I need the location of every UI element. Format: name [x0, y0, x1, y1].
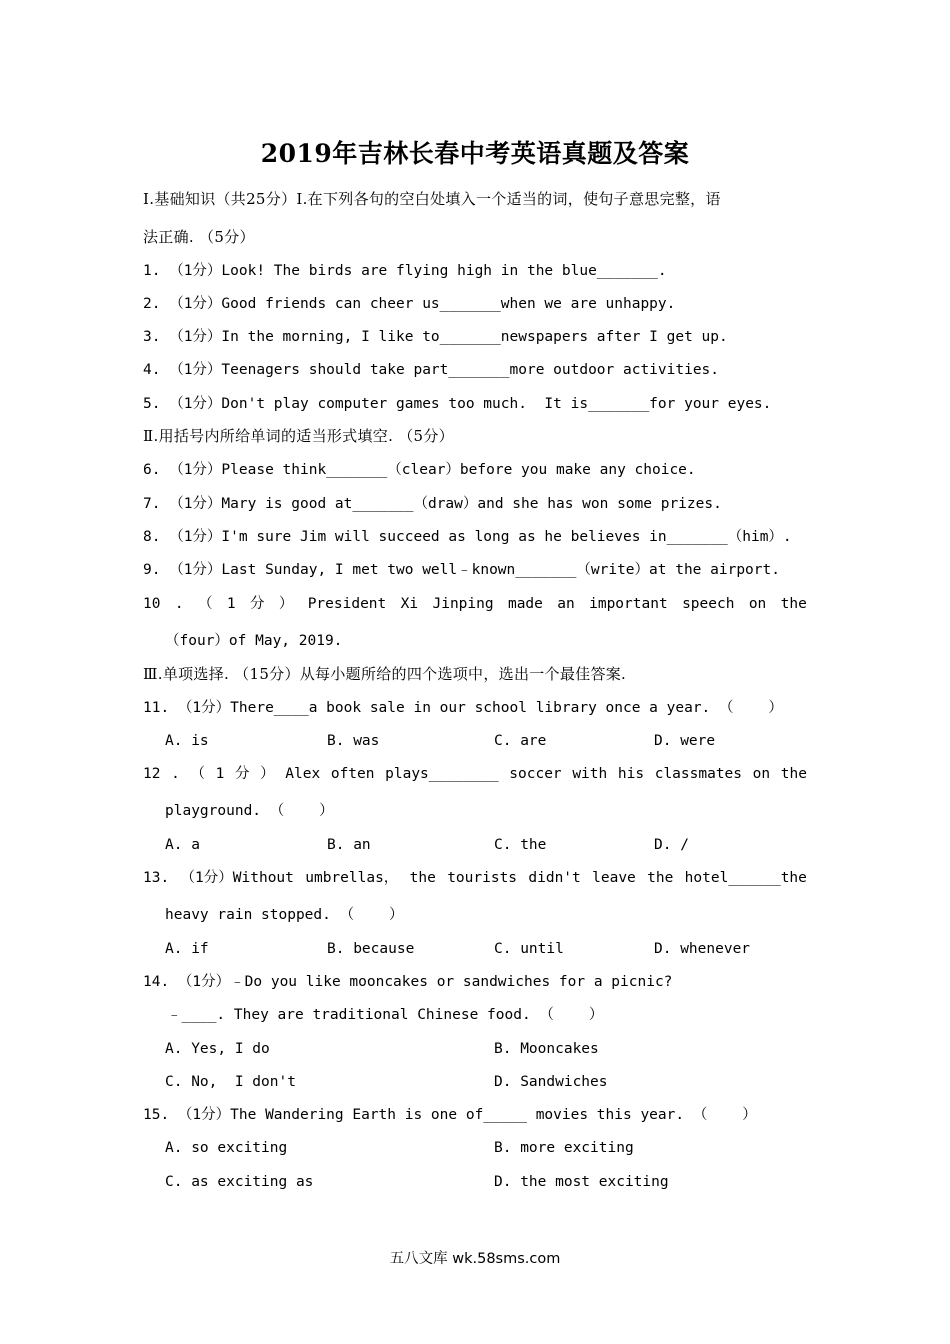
- q12-option-c: C. the: [494, 837, 547, 853]
- question-5: 5. （1分）Don't play computer games too much. It is_______for your eyes.: [143, 396, 772, 412]
- word: （: [197, 596, 213, 612]
- question-15: 15. （1分）The Wandering Earth is one of_____ movies this year. （ ）: [143, 1107, 757, 1123]
- page-title: 2019年吉林长春中考英语真题及答案: [260, 139, 690, 168]
- word: 分: [235, 766, 250, 782]
- word: with: [572, 766, 608, 782]
- section-1-heading-line-1: I.基础知识（共25分）Ⅰ.在下列各句的空白处填入一个适当的词，使句子意思完整，语: [143, 190, 721, 208]
- word: classmates: [654, 766, 743, 782]
- q12-option-a: A. a: [165, 837, 200, 853]
- word: on: [752, 766, 771, 782]
- question-14: 14. （1分）﹣Do you like mooncakes or sandwiches for a picnic?: [143, 974, 673, 990]
- word: Xi: [400, 596, 419, 612]
- word: often: [330, 766, 375, 782]
- question-4: 4. （1分）Teenagers should take part_______more outdoor activities.: [143, 362, 720, 378]
- word: speech: [682, 596, 735, 612]
- q11-option-c: C. are: [494, 733, 547, 749]
- word: the: [409, 870, 436, 886]
- word: didn't: [528, 870, 581, 886]
- word: （: [190, 766, 205, 782]
- section-3-heading: Ⅲ.单项选择. （15分）从每小题所给的四个选项中，选出一个最佳答案.: [143, 665, 627, 683]
- question-7: 7. （1分）Mary is good at_______（draw）and she has won some prizes.: [143, 496, 722, 512]
- q15-option-b: B. more exciting: [494, 1140, 634, 1156]
- q15-option-d: D. the most exciting: [494, 1174, 669, 1190]
- section-2-heading: Ⅱ.用括号内所给单词的适当形式填空. （5分）: [143, 427, 454, 445]
- word: 1: [215, 766, 225, 782]
- word: .: [171, 766, 180, 782]
- word: President: [307, 596, 387, 612]
- word: 1: [226, 596, 236, 612]
- q13-option-b: B. because: [327, 941, 415, 957]
- word: plays________: [385, 766, 499, 782]
- word: made: [507, 596, 543, 612]
- word: the: [780, 596, 807, 612]
- question-11: 11. （1分）There____a book sale in our school library once a year. （ ）: [143, 700, 783, 716]
- word: Jinping: [432, 596, 494, 612]
- q13-option-c: C. until: [494, 941, 564, 957]
- word: Alex: [285, 766, 321, 782]
- q13-option-d: D. whenever: [654, 941, 751, 957]
- word: ）: [260, 766, 275, 782]
- question-12-line-2: playground. （ ）: [165, 803, 334, 819]
- q11-option-d: D. were: [654, 733, 716, 749]
- q14-option-b: B. Mooncakes: [494, 1041, 599, 1057]
- word: 分: [249, 596, 265, 612]
- page-footer: 五八文库 wk.58sms.com: [389, 1251, 561, 1267]
- question-9: 9. （1分）Last Sunday, I met two well﹣known_______（write）at the airport.: [143, 562, 780, 578]
- section-1-heading-line-2: 法正确. （5分）: [143, 228, 255, 246]
- word: his: [617, 766, 645, 782]
- q11-option-a: A. is: [165, 733, 209, 749]
- question-10-line-2: （four）of May, 2019.: [165, 633, 343, 649]
- word: the: [780, 766, 807, 782]
- question-12-line-1: [143, 765, 807, 783]
- word: .: [174, 596, 184, 612]
- question-10-line-1: [143, 595, 807, 613]
- word: leave: [592, 870, 636, 886]
- word: 12: [143, 766, 161, 782]
- question-2: 2. （1分）Good friends can cheer us_______when we are unhappy.: [143, 296, 676, 312]
- q11-option-b: B. was: [327, 733, 380, 749]
- q12-option-d: D. /: [654, 837, 689, 853]
- word: important: [589, 596, 668, 612]
- q12-option-b: B. an: [327, 837, 371, 853]
- word: tourists: [447, 870, 518, 886]
- word: ）: [278, 596, 294, 612]
- question-13-line-2: heavy rain stopped. （ ）: [165, 907, 404, 923]
- word: the: [647, 870, 674, 886]
- question-8: 8. （1分）I'm sure Jim will succeed as long as he believes in_______（him）.: [143, 529, 792, 545]
- q13-option-a: A. if: [165, 941, 209, 957]
- question-14-line-2: ﹣____. They are traditional Chinese food. （ ）: [167, 1007, 604, 1023]
- q14-option-c: C. No, I don't: [165, 1074, 296, 1090]
- word: hotel______the: [684, 870, 807, 886]
- question-3: 3. （1分）In the morning, I like to_______newspapers after I get up.: [143, 329, 728, 345]
- q14-option-a: A. Yes, I do: [165, 1041, 270, 1057]
- question-13-line-1: [143, 869, 807, 887]
- word: 13.: [143, 870, 170, 886]
- word: 10: [143, 596, 161, 612]
- question-6: 6. （1分）Please think_______（clear）before you make any choice.: [143, 462, 696, 478]
- q15-option-c: C. as exciting as: [165, 1174, 314, 1190]
- q15-option-a: A. so exciting: [165, 1140, 288, 1156]
- question-1: 1. （1分）Look! The birds are flying high in the blue_______.: [143, 263, 667, 279]
- word: umbrellas，: [305, 870, 399, 886]
- word: on: [748, 596, 767, 612]
- word: an: [557, 596, 575, 612]
- q14-option-d: D. Sandwiches: [494, 1074, 608, 1090]
- word: soccer: [509, 766, 562, 782]
- word: （1分）Without: [180, 870, 294, 886]
